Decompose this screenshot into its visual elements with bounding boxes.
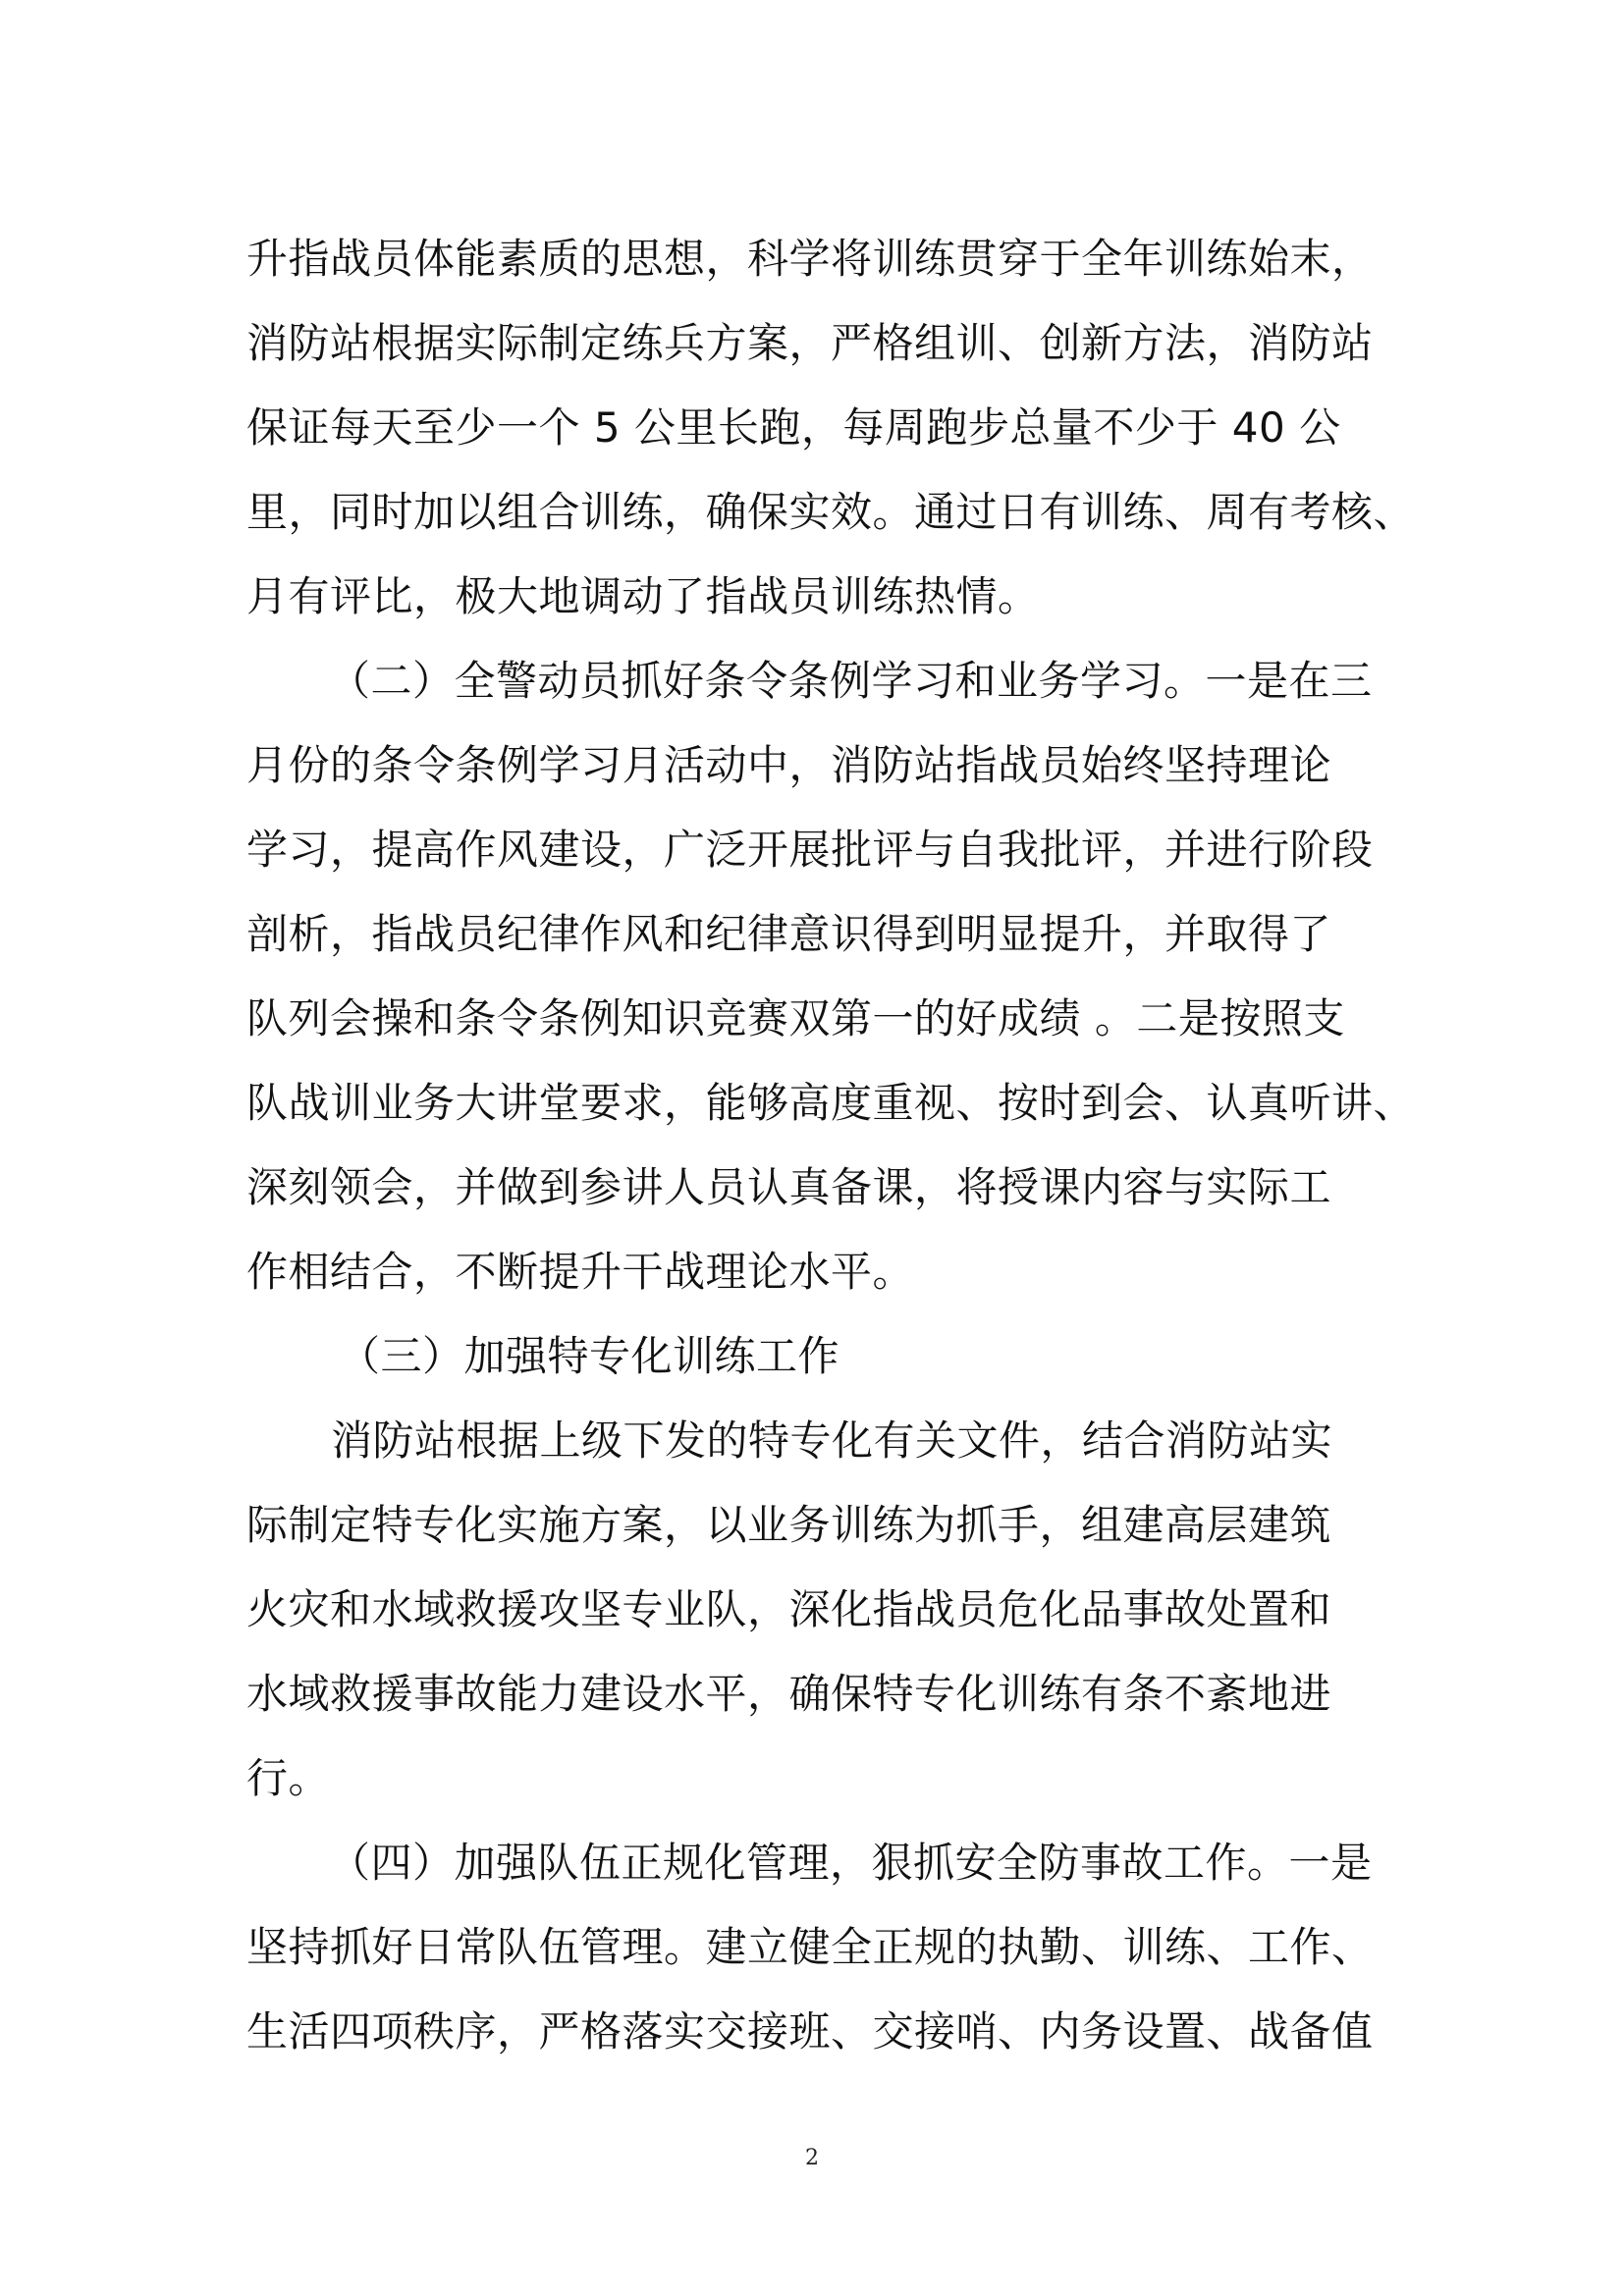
- body-line: 队列会操和条令条例知识竞赛双第一的好成绩 。二是按照支: [246, 994, 1345, 1042]
- body-line: 剖析，指战员纪律作风和纪律意识得到明显提升，并取得了: [246, 910, 1332, 958]
- body-line: 里，同时加以组合训练，确保实效。通过日有训练、周有考核、: [246, 488, 1416, 536]
- body-line: 深刻领会，并做到参讲人员认真备课，将授课内容与实际工: [246, 1163, 1332, 1211]
- body-line: 际制定特专化实施方案，以业务训练为抓手，组建高层建筑: [246, 1501, 1332, 1549]
- body-line: 保证每天至少一个 5 公里长跑，每周跑步总量不少于 40 公: [246, 403, 1341, 452]
- body-line: 月份的条令条例学习月活动中，消防站指战员始终坚持理论: [246, 741, 1332, 789]
- body-line: 升指战员体能素质的思想，科学将训练贯穿于全年训练始末，: [246, 235, 1374, 283]
- body-line: （二）全警动员抓好条令条例学习和业务学习。一是在三: [329, 657, 1373, 705]
- body-line: （四）加强队伍正规化管理，狠抓安全防事故工作。一是: [329, 1839, 1373, 1887]
- body-line: 坚持抓好日常队伍管理。建立健全正规的执勤、训练、工作、: [246, 1923, 1374, 1971]
- body-line: 作相结合，不断提升干战理论水平。: [246, 1248, 915, 1296]
- section-heading: （三）加强特专化训练工作: [339, 1332, 840, 1380]
- body-line: 月有评比，极大地调动了指战员训练热情。: [246, 572, 1040, 620]
- body-line: 学习，提高作风建设，广泛开展批评与自我批评，并进行阶段: [246, 826, 1374, 874]
- body-line: 火灾和水域救援攻坚专业队，深化指战员危化品事故处置和: [246, 1585, 1332, 1633]
- page-number: 2: [805, 2146, 819, 2170]
- body-line: 水域救援事故能力建设水平，确保特专化训练有条不紊地进: [246, 1670, 1332, 1718]
- body-line: 消防站根据上级下发的特专化有关文件，结合消防站实: [331, 1416, 1333, 1465]
- body-line: 消防站根据实际制定练兵方案，严格组训、创新方法，消防站: [246, 319, 1374, 367]
- body-line: 行。: [246, 1754, 331, 1802]
- body-line: 生活四项秩序，严格落实交接班、交接哨、内务设置、战备值: [246, 2007, 1374, 2056]
- body-line: 队战训业务大讲堂要求，能够高度重视、按时到会、认真听讲、: [246, 1079, 1416, 1127]
